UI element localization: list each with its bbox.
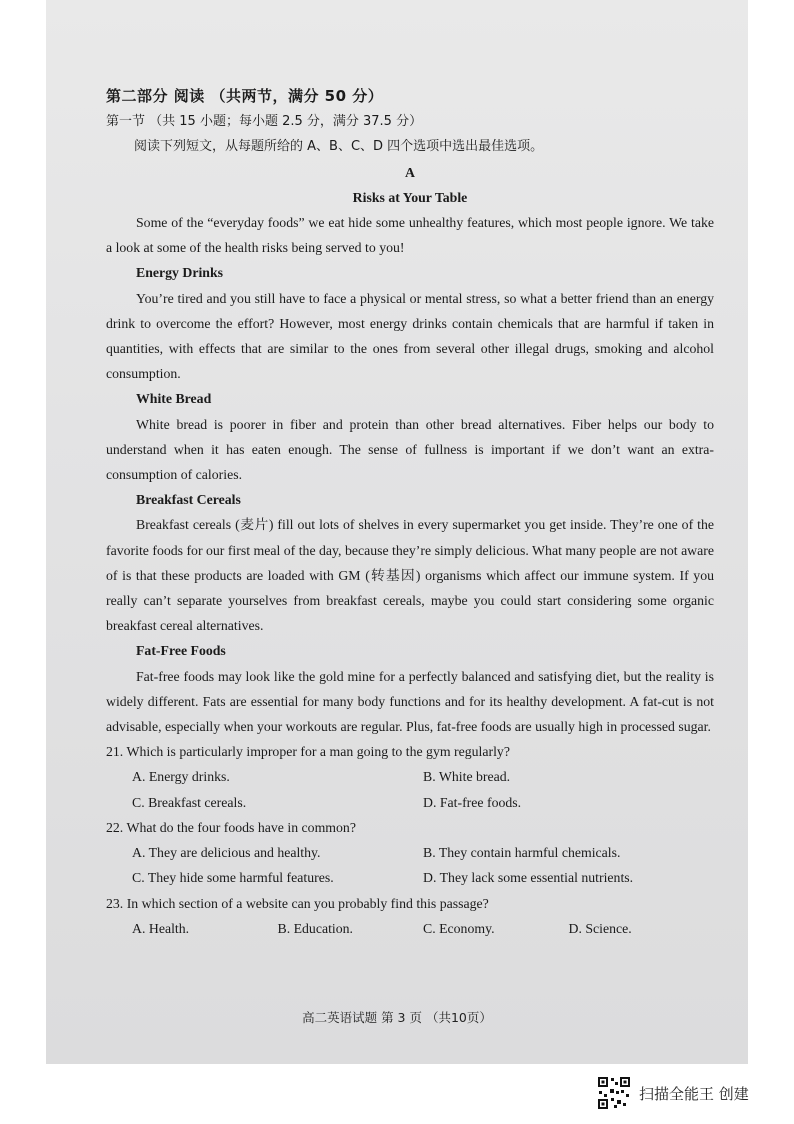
instruction: 阅读下列短文，从每题所给的 A、B、C、D 四个选项中选出最佳选项。 <box>134 139 544 155</box>
section-heading: Energy Drinks <box>136 265 224 281</box>
section-subtitle: 第一节 （共 15 小题；每小题 2.5 分，满分 37.5 分） <box>106 114 423 130</box>
option: D. Science. <box>568 920 632 936</box>
exam-page <box>46 0 748 1064</box>
option: B. Education. <box>277 920 353 936</box>
scanner-watermark <box>597 1076 749 1110</box>
option: D. Fat-free foods. <box>423 794 522 810</box>
page-footer: 高二英语试题 第 3 页 （共10页） <box>302 1010 492 1025</box>
section-heading: Fat-Free Foods <box>136 643 226 659</box>
passage-title: Risks at Your Table <box>352 189 468 205</box>
option: A. Energy drinks. <box>132 769 230 785</box>
section-text: You’re tired and you still have to face a physical or mental stress, so what a better friend than an energy drink to overcome the effort? However, most energy drinks contain chemicals that are harmful if taken in quantities, with effects that are similar to the ones from several other illegal drugs, smoking and alcohol consumption. <box>106 290 714 382</box>
question-stem: 23. In which section of a website can you probably find this passage? <box>106 895 489 911</box>
section-text: Breakfast cereals (麦片) fill out lots of shelves in every supermarket you get inside. They’re one of the favorite foods for our first meal of the day, because they’re simply delicious. What many people are not aware of is that these products are loaded with GM (转基因) organisms which affect our immune system. If you really can’t separate yourselves from breakfast cereals, maybe you could start considering some organic breakfast cereal alternatives. <box>106 517 714 634</box>
watermark-text: 扫描全能王 创建 <box>639 1084 749 1103</box>
option: D. They lack some essential nutrients. <box>423 870 634 886</box>
question-options <box>106 764 714 814</box>
question-stem: 21. Which is particularly improper for a man going to the gym regularly? <box>106 744 510 760</box>
section-title: 第二部分 阅读 （共两节，满分 50 分） <box>106 87 384 105</box>
section-heading: Breakfast Cereals <box>136 492 241 508</box>
option: C. Breakfast cereals. <box>132 794 247 810</box>
question-options <box>106 840 714 890</box>
option: B. White bread. <box>423 769 511 785</box>
qr-code-icon <box>597 1076 631 1110</box>
section-text: Fat-free foods may look like the gold mine for a perfectly balanced and satisfying diet, but the reality is widely different. Fats are essential for many body functions and for its healthy development. A fat-cut is not advisable, especially when your workouts are regular. Plus, fat-free foods are usually high in processed sugar. <box>106 668 714 735</box>
option: C. Economy. <box>423 920 495 936</box>
option: A. They are delicious and healthy. <box>132 845 321 861</box>
passage-letter: A <box>405 164 415 180</box>
question-options <box>106 916 714 941</box>
passage-intro: Some of the “everyday foods” we eat hide some unhealthy features, which most people ignore. We take a look at some of the health risks being served to you! <box>106 215 714 256</box>
option: C. They hide some harmful features. <box>132 870 334 886</box>
section-text: White bread is poorer in fiber and protein than other bread alternatives. Fiber helps our body to understand when it has eaten enough. The sense of fullness is important if we don’t want an extra-consumption of calories. <box>106 416 714 483</box>
option: A. Health. <box>132 920 190 936</box>
option: B. They contain harmful chemicals. <box>423 845 621 861</box>
section-heading: White Bread <box>136 391 212 407</box>
question-stem: 22. What do the four foods have in common? <box>106 819 356 835</box>
page-content <box>106 84 714 941</box>
